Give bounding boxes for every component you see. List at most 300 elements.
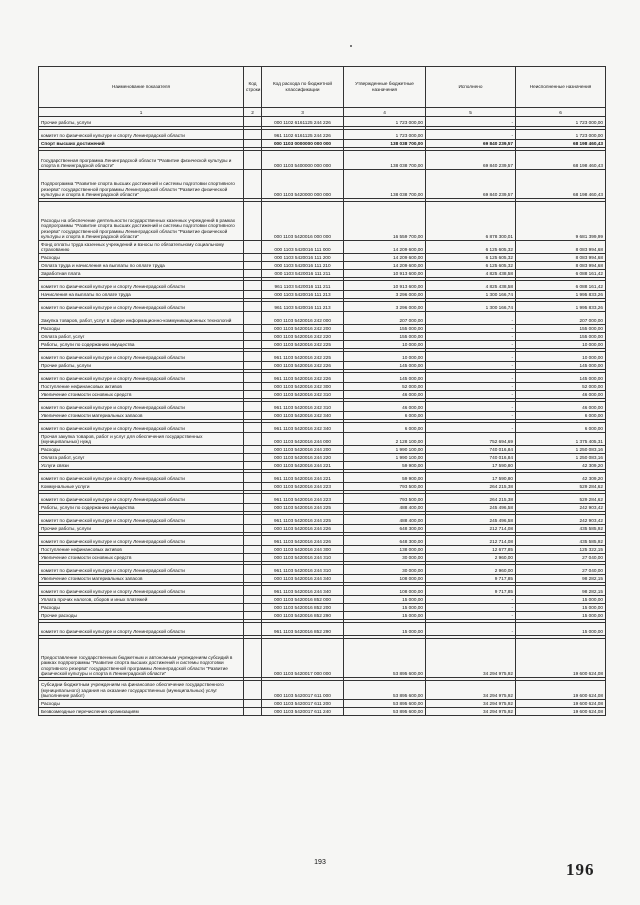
row-name: Прочие работы, услуги <box>39 117 244 127</box>
row-unexecuted: 435 585,92 <box>516 536 606 546</box>
row-unexecuted: 242 903,42 <box>516 504 606 512</box>
row-budget-code: 000 1103 5420016 111 000 <box>262 241 344 254</box>
row-unexecuted: 9 681 399,99 <box>516 202 606 241</box>
row-approved: 10 000,00 <box>344 341 426 349</box>
table-row <box>39 333 606 341</box>
row-approved: 648 300,00 <box>344 536 426 546</box>
row-name: комитет по физической культуре и спорту Ленинградской области <box>39 565 244 575</box>
row-line-code <box>244 151 262 170</box>
row-name: Поступление нефинансовых активов <box>39 383 244 391</box>
table-row <box>39 270 606 278</box>
row-unexecuted: 6 088 161,42 <box>516 270 606 278</box>
row-budget-code: 000 1103 5420016 852 000 <box>262 596 344 604</box>
row-line-code <box>244 352 262 362</box>
table-row <box>39 140 606 148</box>
row-approved: 52 000,00 <box>344 383 426 391</box>
column-number: 3 <box>262 108 344 117</box>
row-name: Подпрограмма "Развитие спорта высших достижений и системы подготовки спортивного резерва" государственной программы Ленинградской области "Развитие физической культуры и спорта в Ленинградской области" <box>39 170 244 199</box>
row-line-code <box>244 270 262 278</box>
row-approved: 53 895 600,00 <box>344 681 426 700</box>
row-name: Закупка товаров, работ, услуг в сфере информационно-коммуникационных технологий <box>39 312 244 325</box>
row-line-code <box>244 291 262 299</box>
row-executed: 740 016,84 <box>426 454 516 462</box>
header-name: Наименование показателя <box>39 67 244 108</box>
row-executed: 212 714,08 <box>426 536 516 546</box>
row-executed: 264 215,38 <box>426 494 516 504</box>
row-unexecuted: 435 585,92 <box>516 525 606 533</box>
row-approved: 10 913 600,00 <box>344 270 426 278</box>
row-name: комитет по физической культуре и спорту Ленинградской области <box>39 623 244 636</box>
row-unexecuted: 1 723 000,00 <box>516 117 606 127</box>
row-unexecuted: 68 198 460,43 <box>516 170 606 199</box>
row-name: Расходы <box>39 325 244 333</box>
row-unexecuted: 145 000,00 <box>516 373 606 383</box>
row-budget-code: 000 1103 5420016 852 290 <box>262 612 344 620</box>
row-executed: 34 294 975,92 <box>426 639 516 678</box>
row-budget-code: 000 1103 5420016 244 200 <box>262 446 344 454</box>
table-row <box>39 281 606 291</box>
row-name: Уплата прочих налогов, сборов и иных платежей <box>39 596 244 604</box>
table-row <box>39 596 606 604</box>
row-approved: 2 128 100,00 <box>344 433 426 446</box>
row-budget-code: 000 1103 5420016 852 200 <box>262 604 344 612</box>
header-approved: Утвержденные бюджетные назначения <box>344 67 426 108</box>
header-unexecuted: Неисполненные назначения <box>516 67 606 108</box>
row-executed: - <box>426 117 516 127</box>
row-approved: 488 400,00 <box>344 504 426 512</box>
row-name: Прочие работы, услуги <box>39 525 244 533</box>
row-budget-code: 961 1103 5420016 244 226 <box>262 536 344 546</box>
row-unexecuted: 145 000,00 <box>516 362 606 370</box>
row-line-code <box>244 565 262 575</box>
row-name: Субсидии бюджетным учреждениям на финансовое обеспечение государственного (муниципального) задания на оказание государственных (муниципальных) услуг (выполнение работ) <box>39 681 244 700</box>
row-name: Поступление нефинансовых активов <box>39 546 244 554</box>
table-row <box>39 352 606 362</box>
row-approved: 108 000,00 <box>344 586 426 596</box>
row-approved: 108 000,00 <box>344 575 426 583</box>
table-row <box>39 700 606 708</box>
table-row <box>39 383 606 391</box>
row-line-code <box>244 373 262 383</box>
row-executed: 6 125 605,32 <box>426 254 516 262</box>
row-unexecuted: 155 000,00 <box>516 333 606 341</box>
row-executed: 4 825 438,58 <box>426 281 516 291</box>
row-budget-code: 000 1103 5420016 244 226 <box>262 525 344 533</box>
row-name: Увеличение стоимости основных средств <box>39 391 244 399</box>
row-line-code <box>244 325 262 333</box>
row-approved: 3 296 000,00 <box>344 302 426 312</box>
row-executed: 17 590,80 <box>426 462 516 470</box>
column-number-row <box>39 108 606 117</box>
row-approved: 46 000,00 <box>344 391 426 399</box>
row-line-code <box>244 494 262 504</box>
table-row <box>39 391 606 399</box>
row-approved: 138 038 700,00 <box>344 170 426 199</box>
row-approved: 6 000,00 <box>344 412 426 420</box>
table-row <box>39 515 606 525</box>
table-row <box>39 604 606 612</box>
row-executed: 9 717,85 <box>426 575 516 583</box>
row-name: комитет по физической культуре и спорту Ленинградской области <box>39 473 244 483</box>
handwritten-sheet-number: 196 <box>566 860 595 879</box>
table-row <box>39 504 606 512</box>
row-budget-code: 000 1103 5420016 111 210 <box>262 262 344 270</box>
row-unexecuted: 6 000,00 <box>516 423 606 433</box>
row-line-code <box>244 708 262 716</box>
row-name: комитет по физической культуре и спорту Ленинградской области <box>39 586 244 596</box>
row-name: Увеличение стоимости материальных запасов <box>39 412 244 420</box>
row-line-code <box>244 473 262 483</box>
row-name: Спорт высших достижений <box>39 140 244 148</box>
row-unexecuted: 1 250 083,16 <box>516 446 606 454</box>
row-line-code <box>244 504 262 512</box>
row-line-code <box>244 525 262 533</box>
row-approved: 14 209 600,00 <box>344 241 426 254</box>
row-line-code <box>244 333 262 341</box>
row-line-code <box>244 681 262 700</box>
row-line-code <box>244 312 262 325</box>
row-budget-code: 000 1103 5420017 611 200 <box>262 700 344 708</box>
row-line-code <box>244 462 262 470</box>
row-unexecuted: 98 282,15 <box>516 575 606 583</box>
row-budget-code: 000 1103 5420016 244 300 <box>262 546 344 554</box>
row-name: Прочие расходы <box>39 612 244 620</box>
row-approved: 59 900,00 <box>344 462 426 470</box>
table-row <box>39 117 606 127</box>
row-approved: 10 000,00 <box>344 352 426 362</box>
table-row <box>39 291 606 299</box>
row-executed: 1 300 166,74 <box>426 302 516 312</box>
row-unexecuted: 8 083 994,68 <box>516 241 606 254</box>
row-line-code <box>244 383 262 391</box>
table-row <box>39 325 606 333</box>
row-unexecuted: 10 000,00 <box>516 352 606 362</box>
row-executed: - <box>426 623 516 636</box>
row-name: Безвозмездные перечисления организациям <box>39 708 244 716</box>
row-unexecuted: 42 309,20 <box>516 473 606 483</box>
row-unexecuted: 125 322,15 <box>516 546 606 554</box>
row-executed: - <box>426 312 516 325</box>
row-approved: 59 900,00 <box>344 473 426 483</box>
row-unexecuted: 27 040,00 <box>516 554 606 562</box>
row-budget-code: 000 1103 5420016 244 223 <box>262 483 344 491</box>
row-line-code <box>244 612 262 620</box>
row-approved: 15 000,00 <box>344 612 426 620</box>
row-approved: 10 913 600,00 <box>344 281 426 291</box>
row-unexecuted: 68 198 460,43 <box>516 140 606 148</box>
table-row <box>39 412 606 420</box>
row-executed: - <box>426 130 516 140</box>
row-executed: 6 878 300,01 <box>426 202 516 241</box>
row-budget-code: 961 1103 5420016 242 340 <box>262 423 344 433</box>
row-executed: - <box>426 362 516 370</box>
row-budget-code: 000 1103 5420016 244 310 <box>262 554 344 562</box>
table-row <box>39 130 606 140</box>
header-code-line: Код строки <box>244 67 262 108</box>
row-unexecuted: 1 723 000,00 <box>516 130 606 140</box>
row-name: Услуги связи <box>39 462 244 470</box>
column-number: 1 <box>39 108 244 117</box>
table-row <box>39 433 606 446</box>
row-name: Расходы на обеспечение деятельности государственных казенных учреждений в рамках подпрограммы "Развитие спорта высших достижений и системы подготовки спортивного резерва" государственной программы Ленинградской области "Развитие физической культуры и спорта в Ленинградской области" <box>39 202 244 241</box>
table-row <box>39 373 606 383</box>
row-budget-code: 000 1103 5420016 000 000 <box>262 202 344 241</box>
row-executed: - <box>426 596 516 604</box>
row-budget-code: 961 1103 5420016 242 310 <box>262 402 344 412</box>
table-row <box>39 586 606 596</box>
row-approved: 14 209 600,00 <box>344 254 426 262</box>
row-line-code <box>244 639 262 678</box>
row-approved: 1 723 000,00 <box>344 117 426 127</box>
table-row <box>39 483 606 491</box>
table-row <box>39 639 606 678</box>
table-row <box>39 473 606 483</box>
row-budget-code: 961 1102 6161125 244 226 <box>262 130 344 140</box>
row-budget-code: 961 1103 5420016 242 225 <box>262 352 344 362</box>
row-unexecuted: 1 995 833,26 <box>516 302 606 312</box>
row-name: Расходы <box>39 604 244 612</box>
row-approved: 30 000,00 <box>344 565 426 575</box>
row-approved: 53 895 600,00 <box>344 639 426 678</box>
row-approved: 46 000,00 <box>344 402 426 412</box>
row-unexecuted: 68 198 460,43 <box>516 151 606 170</box>
row-executed: - <box>426 412 516 420</box>
row-approved: 53 895 600,00 <box>344 700 426 708</box>
row-approved: 1 990 100,00 <box>344 446 426 454</box>
row-executed: 34 294 975,92 <box>426 681 516 700</box>
row-budget-code: 961 1103 5420016 852 290 <box>262 623 344 636</box>
table-body <box>39 117 606 716</box>
row-line-code <box>244 423 262 433</box>
row-executed: 69 840 239,57 <box>426 170 516 199</box>
row-unexecuted: 529 284,62 <box>516 494 606 504</box>
row-name: Оплата работ, услуг <box>39 333 244 341</box>
row-approved: 488 400,00 <box>344 515 426 525</box>
table-row <box>39 262 606 270</box>
row-unexecuted: 15 000,00 <box>516 623 606 636</box>
row-approved: 15 000,00 <box>344 596 426 604</box>
table-row <box>39 362 606 370</box>
row-executed: - <box>426 325 516 333</box>
row-approved: 793 500,00 <box>344 483 426 491</box>
row-budget-code: 000 1103 5420016 242 200 <box>262 325 344 333</box>
row-executed: 2 960,00 <box>426 565 516 575</box>
row-unexecuted: 46 000,00 <box>516 391 606 399</box>
row-budget-code: 000 1103 5420000 000 000 <box>262 170 344 199</box>
row-unexecuted: 27 040,00 <box>516 565 606 575</box>
row-executed: 2 960,00 <box>426 554 516 562</box>
table-row <box>39 241 606 254</box>
row-line-code <box>244 446 262 454</box>
table-row <box>39 612 606 620</box>
row-unexecuted: 8 083 994,68 <box>516 254 606 262</box>
row-unexecuted: 1 375 405,31 <box>516 433 606 446</box>
table-row <box>39 254 606 262</box>
row-executed: 245 496,58 <box>426 504 516 512</box>
table-row <box>39 446 606 454</box>
row-executed: - <box>426 341 516 349</box>
table-row <box>39 554 606 562</box>
table-row <box>39 312 606 325</box>
row-line-code <box>244 391 262 399</box>
row-budget-code: 000 1103 5420017 000 000 <box>262 639 344 678</box>
row-line-code <box>244 130 262 140</box>
row-executed: 12 677,85 <box>426 546 516 554</box>
row-budget-code: 961 1103 5420016 244 225 <box>262 515 344 525</box>
row-executed: - <box>426 612 516 620</box>
budget-execution-table <box>38 66 606 716</box>
row-unexecuted: 15 000,00 <box>516 596 606 604</box>
table-row <box>39 170 606 199</box>
row-budget-code: 000 1102 6161125 244 226 <box>262 117 344 127</box>
row-unexecuted: 8 083 994,68 <box>516 262 606 270</box>
column-number: 4 <box>344 108 426 117</box>
row-executed: - <box>426 352 516 362</box>
row-budget-code: 000 1103 5420016 242 220 <box>262 333 344 341</box>
row-approved: 15 000,00 <box>344 623 426 636</box>
table-header-row <box>39 67 606 108</box>
row-name: комитет по физической культуре и спорту Ленинградской области <box>39 373 244 383</box>
row-approved: 3 296 000,00 <box>344 291 426 299</box>
row-approved: 53 895 600,00 <box>344 708 426 716</box>
row-budget-code: 000 1103 5420016 244 340 <box>262 575 344 583</box>
table-row <box>39 302 606 312</box>
row-name: комитет по физической культуре и спорту Ленинградской области <box>39 515 244 525</box>
row-approved: 155 000,00 <box>344 325 426 333</box>
row-approved: 14 209 600,00 <box>344 262 426 270</box>
row-name: Оплата работ, услуг <box>39 454 244 462</box>
row-executed: 212 714,08 <box>426 525 516 533</box>
row-budget-code: 000 1103 5420016 111 213 <box>262 291 344 299</box>
row-name: комитет по физической культуре и спорту Ленинградской области <box>39 494 244 504</box>
table-row <box>39 454 606 462</box>
row-name: Расходы <box>39 446 244 454</box>
row-budget-code: 961 1103 5420016 111 213 <box>262 302 344 312</box>
row-budget-code: 000 1103 5420016 244 225 <box>262 504 344 512</box>
table-row <box>39 202 606 241</box>
row-executed: 1 300 166,74 <box>426 291 516 299</box>
row-line-code <box>244 433 262 446</box>
row-budget-code: 000 1103 5420016 242 300 <box>262 383 344 391</box>
row-executed: 69 840 239,57 <box>426 140 516 148</box>
row-unexecuted: 15 000,00 <box>516 612 606 620</box>
row-line-code <box>244 483 262 491</box>
table-row <box>39 565 606 575</box>
header-code-classification: Код расхода по бюджетной классификации <box>262 67 344 108</box>
row-budget-code: 961 1103 5420016 244 340 <box>262 586 344 596</box>
row-executed: 4 825 438,58 <box>426 270 516 278</box>
table-row <box>39 151 606 170</box>
row-executed: 69 840 239,57 <box>426 151 516 170</box>
row-executed: 34 294 975,92 <box>426 708 516 716</box>
row-unexecuted: 242 903,42 <box>516 515 606 525</box>
row-line-code <box>244 586 262 596</box>
row-executed: - <box>426 383 516 391</box>
row-name: комитет по физической культуре и спорту Ленинградской области <box>39 402 244 412</box>
row-executed: 264 215,38 <box>426 483 516 491</box>
row-name: Начисления на выплаты по оплате труда <box>39 291 244 299</box>
row-executed: - <box>426 391 516 399</box>
row-unexecuted: 6 000,00 <box>516 412 606 420</box>
row-name: комитет по физической культуре и спорту Ленинградской области <box>39 352 244 362</box>
row-name: Увеличение стоимости основных средств <box>39 554 244 562</box>
row-budget-code: 000 1103 5420016 242 310 <box>262 391 344 399</box>
row-line-code <box>244 546 262 554</box>
row-name: Заработная плата <box>39 270 244 278</box>
row-budget-code: 000 1103 5420016 111 200 <box>262 254 344 262</box>
row-unexecuted: 1 250 083,16 <box>516 454 606 462</box>
row-approved: 30 000,00 <box>344 554 426 562</box>
row-unexecuted: 19 600 624,08 <box>516 708 606 716</box>
row-name: Государственная программа Ленинградской области "Развитие физической культуры и спорта в Ленинградской области" <box>39 151 244 170</box>
row-line-code <box>244 515 262 525</box>
row-approved: 207 000,00 <box>344 312 426 325</box>
row-budget-code: 000 1103 0000000 000 000 <box>262 140 344 148</box>
table-row <box>39 575 606 583</box>
row-executed: - <box>426 373 516 383</box>
row-name: комитет по физической культуре и спорту Ленинградской области <box>39 536 244 546</box>
table-row <box>39 708 606 716</box>
row-budget-code: 961 1103 5420016 244 223 <box>262 494 344 504</box>
row-line-code <box>244 412 262 420</box>
row-budget-code: 000 1103 5420016 244 221 <box>262 462 344 470</box>
row-line-code <box>244 170 262 199</box>
row-executed: - <box>426 604 516 612</box>
row-name: Работы, услуги по содержанию имущества <box>39 341 244 349</box>
table-row <box>39 423 606 433</box>
row-executed: 752 694,69 <box>426 433 516 446</box>
table-row <box>39 402 606 412</box>
row-line-code <box>244 623 262 636</box>
page-number: 193 <box>314 859 326 866</box>
row-budget-code: 000 1103 5420016 111 211 <box>262 270 344 278</box>
row-line-code <box>244 262 262 270</box>
row-executed: 34 294 975,92 <box>426 700 516 708</box>
row-line-code <box>244 575 262 583</box>
column-number: 6 <box>516 108 606 117</box>
row-line-code <box>244 117 262 127</box>
table-row <box>39 623 606 636</box>
row-budget-code: 000 1103 5420016 242 225 <box>262 341 344 349</box>
row-unexecuted: 46 000,00 <box>516 402 606 412</box>
row-approved: 648 300,00 <box>344 525 426 533</box>
row-line-code <box>244 454 262 462</box>
row-line-code <box>244 140 262 148</box>
row-executed: 6 125 605,32 <box>426 241 516 254</box>
row-unexecuted: 15 000,00 <box>516 604 606 612</box>
row-approved: 16 559 700,00 <box>344 202 426 241</box>
table-row <box>39 525 606 533</box>
header-executed: Исполнено <box>426 67 516 108</box>
row-name: комитет по физической культуре и спорту Ленинградской области <box>39 130 244 140</box>
row-line-code <box>244 604 262 612</box>
row-name: Расходы <box>39 700 244 708</box>
row-approved: 1 990 100,00 <box>344 454 426 462</box>
row-budget-code: 000 1103 5400000 000 000 <box>262 151 344 170</box>
row-line-code <box>244 254 262 262</box>
row-approved: 145 000,00 <box>344 373 426 383</box>
row-line-code <box>244 554 262 562</box>
column-number: 5 <box>426 108 516 117</box>
row-name: Прочие работы, услуги <box>39 362 244 370</box>
row-line-code <box>244 341 262 349</box>
row-unexecuted: 19 600 624,08 <box>516 700 606 708</box>
row-approved: 145 000,00 <box>344 362 426 370</box>
row-budget-code: 000 1103 5420017 611 240 <box>262 708 344 716</box>
row-unexecuted: 52 000,00 <box>516 383 606 391</box>
row-line-code <box>244 202 262 241</box>
row-line-code <box>244 281 262 291</box>
